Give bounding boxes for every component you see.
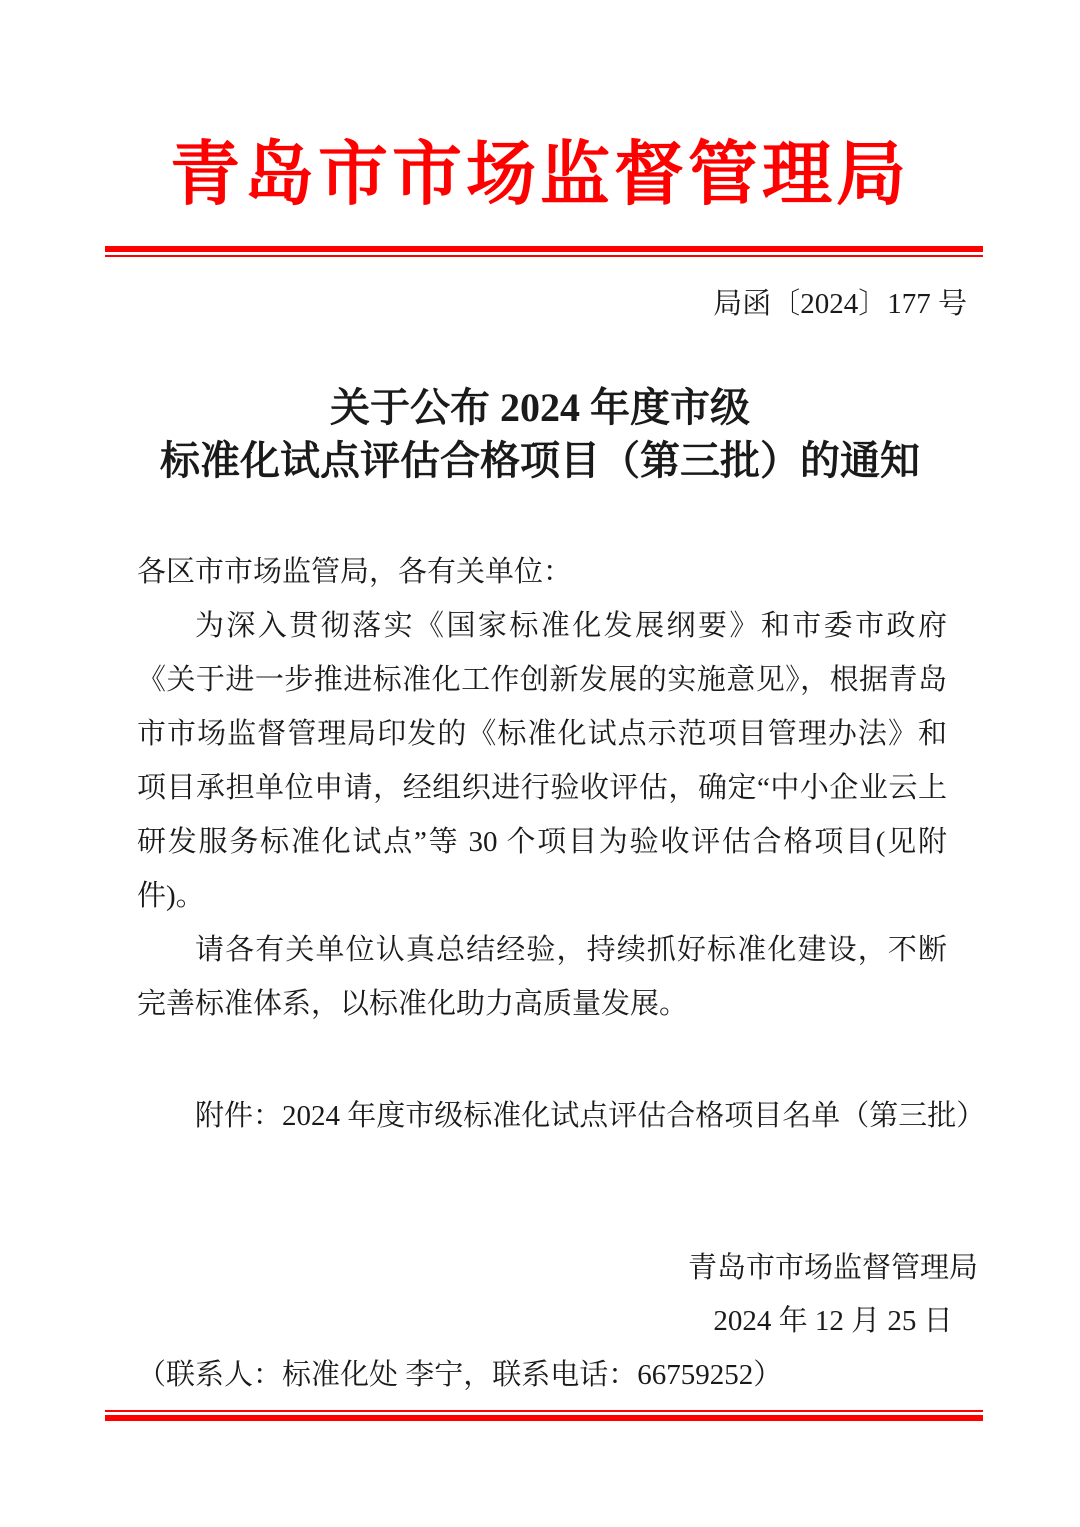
- signature-block: [688, 1242, 978, 1348]
- agency-masthead: 青岛市市场监督管理局: [170, 137, 910, 214]
- document-title-line-2: 标准化试点评估合格项目（第三批）的通知: [160, 437, 920, 483]
- red-header-rule: [105, 246, 983, 257]
- red-header-rule-thin-line: [105, 255, 983, 257]
- document-title-line-1: 关于公布 2024 年度市级: [330, 384, 750, 430]
- signature-date: 2024 年 12 月 25 日: [713, 1304, 953, 1337]
- salutation-line: 各区市市场监管局，各有关单位：: [137, 555, 573, 588]
- body-paragraph-1: 为深入贯彻落实《国家标准化发展纲要》和市委市政府《关于进一步推进标准化工作创新发展的实施意见》，根据青岛市市场监督管理局印发的《标准化试点示范项目管理办法》和项目承担单位申请，经组织进行验收评估，确定“中小企业云上研发服务标准化试点”等 30 个项目为验收评估合格项目(见附件)。: [137, 609, 947, 912]
- attachment-line: 附件：2024 年度市级标准化试点评估合格项目名单（第三批）: [195, 1099, 986, 1132]
- document-body: [137, 545, 947, 1031]
- red-footer-rule-thick-line: [105, 1415, 983, 1421]
- document-title: [0, 381, 1080, 487]
- body-paragraph-2: 请各有关单位认真总结经验，持续抓好标准化建设，不断完善标准体系，以标准化助力高质量发展。: [137, 933, 947, 1020]
- red-footer-rule: [105, 1410, 983, 1421]
- signature-agency: 青岛市市场监督管理局: [687, 1251, 978, 1284]
- document-number: 局函〔2024〕177 号: [713, 287, 967, 320]
- contact-line: （联系人：标准化处 李宁，联系电话：66759252）: [137, 1358, 783, 1391]
